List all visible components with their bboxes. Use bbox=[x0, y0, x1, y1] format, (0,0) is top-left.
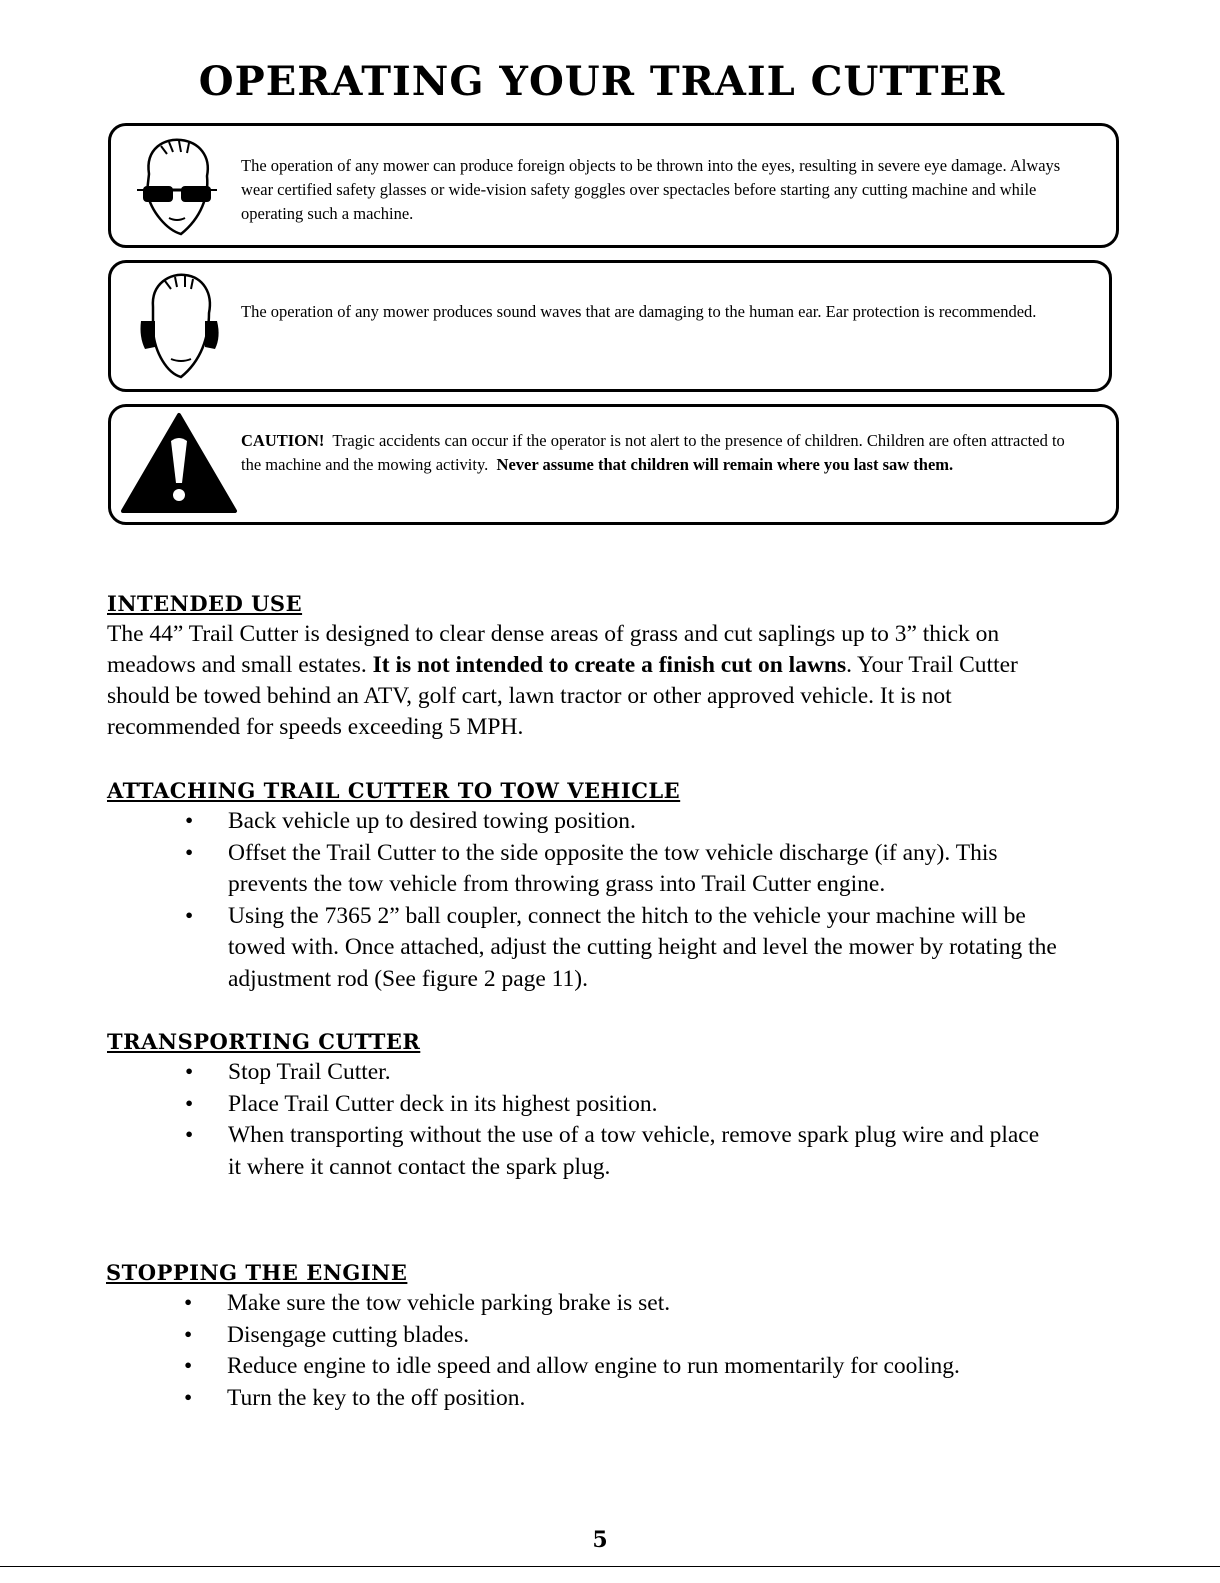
list-item bbox=[107, 1089, 1068, 1121]
intended-use-heading: INTENDED USE bbox=[107, 591, 303, 616]
list-item-text: Reduce engine to idle speed and allow engine to run momentarily for cooling. bbox=[227, 1353, 960, 1379]
bullet: • bbox=[184, 1290, 193, 1316]
page-title: OPERATING YOUR TRAIL CUTTER bbox=[198, 58, 1006, 105]
caution-bold-note: Never assume that children will remain where you last saw them. bbox=[496, 455, 954, 474]
caution-body: Tragic accidents can occur if the operator is not alert to the presence of children. Children are often attracted to the machine and the mowing activity. bbox=[241, 431, 1065, 474]
bullet: • bbox=[184, 1321, 193, 1348]
attaching-heading: ATTACHING TRAIL CUTTER TO TOW VEHICLE bbox=[107, 778, 681, 803]
list-item bbox=[107, 1120, 1043, 1183]
list-item-text: When transporting without the use of a tow vehicle, remove spark plug wire and place it where it cannot contact the spark plug. bbox=[228, 1122, 1040, 1180]
ear-protection-warning-box bbox=[108, 260, 1112, 392]
bullet: • bbox=[185, 1090, 194, 1117]
intended-use-text-2: . Your Trail Cutter should be towed behind an ATV, golf cart, lawn tractor or other approved vehicle. It is not recommended for speeds exceeding 5 MPH. bbox=[107, 652, 1018, 740]
list-item bbox=[107, 838, 1048, 901]
ear-warning-text: The operation of any mower produces sound waves that are damaging to the human ear. Ear protection is recommended. bbox=[241, 302, 1037, 321]
list-item bbox=[106, 1383, 1107, 1415]
caution-text bbox=[241, 429, 1071, 477]
transporting-section bbox=[107, 1027, 1068, 1183]
intended-use-text-1: The 44” Trail Cutter is designed to clear dense areas of grass and cut saplings up to 3” thick on meadows and small estates. bbox=[107, 621, 1000, 678]
bullet: • bbox=[185, 1059, 194, 1085]
bottom-divider bbox=[0, 1566, 1220, 1567]
list-item-text: Offset the Trail Cutter to the side opposite the tow vehicle discharge (if any). This prevents the tow vehicle from throwing grass into Trail Cutter engine. bbox=[228, 839, 998, 897]
list-item bbox=[106, 1351, 1107, 1383]
list-item-text: Place Trail Cutter deck in its highest position. bbox=[228, 1090, 658, 1117]
list-item bbox=[107, 1057, 1068, 1089]
list-item bbox=[107, 901, 1058, 996]
ear-protection-face-icon bbox=[135, 271, 225, 383]
warning-triangle-icon bbox=[119, 411, 239, 515]
intended-use-paragraph bbox=[107, 619, 1077, 743]
caution-label: CAUTION! bbox=[241, 431, 325, 450]
list-item bbox=[106, 1288, 1107, 1320]
safety-glasses-face-icon bbox=[137, 134, 217, 240]
intended-use-bold: It is not intended to create a finish cut on lawns bbox=[372, 652, 847, 678]
list-item bbox=[107, 806, 1068, 838]
list-item-text: Using the 7365 2” ball coupler, connect the hitch to the vehicle your machine will be towed with. Once attached, adjust the cutting height and level the mower by rotating the adjustment rod (See figure 2 page 11). bbox=[228, 902, 1057, 992]
attaching-section bbox=[107, 776, 1068, 995]
list-item-text: Back vehicle up to desired towing position. bbox=[228, 808, 636, 834]
page-number: 5 bbox=[592, 1527, 608, 1553]
list-item bbox=[106, 1320, 1107, 1352]
stopping-heading: STOPPING THE ENGINE bbox=[106, 1260, 408, 1285]
bullet: • bbox=[185, 902, 194, 929]
list-item-text: Turn the key to the off position. bbox=[227, 1384, 526, 1411]
bullet: • bbox=[184, 1384, 193, 1411]
list-item-text: Stop Trail Cutter. bbox=[228, 1059, 391, 1085]
transporting-heading: TRANSPORTING CUTTER bbox=[107, 1029, 421, 1054]
eye-warning-text: The operation of any mower can produce foreign objects to be thrown into the eyes, resulting in severe eye damage. Always wear certified safety glasses or wide-vision safety goggles over spectacles before starting any cutting machine and while operating such a machine. bbox=[241, 156, 1061, 223]
list-item-text: Make sure the tow vehicle parking brake is set. bbox=[227, 1290, 671, 1316]
bullet: • bbox=[184, 1353, 193, 1379]
stopping-section bbox=[106, 1258, 1107, 1414]
bullet: • bbox=[185, 1122, 194, 1148]
list-item-text: Disengage cutting blades. bbox=[227, 1321, 470, 1348]
intended-use-section bbox=[107, 589, 1077, 743]
bullet: • bbox=[185, 808, 194, 834]
eye-protection-warning-box bbox=[108, 123, 1119, 248]
caution-children-warning-box bbox=[108, 404, 1119, 525]
bullet: • bbox=[185, 839, 194, 866]
